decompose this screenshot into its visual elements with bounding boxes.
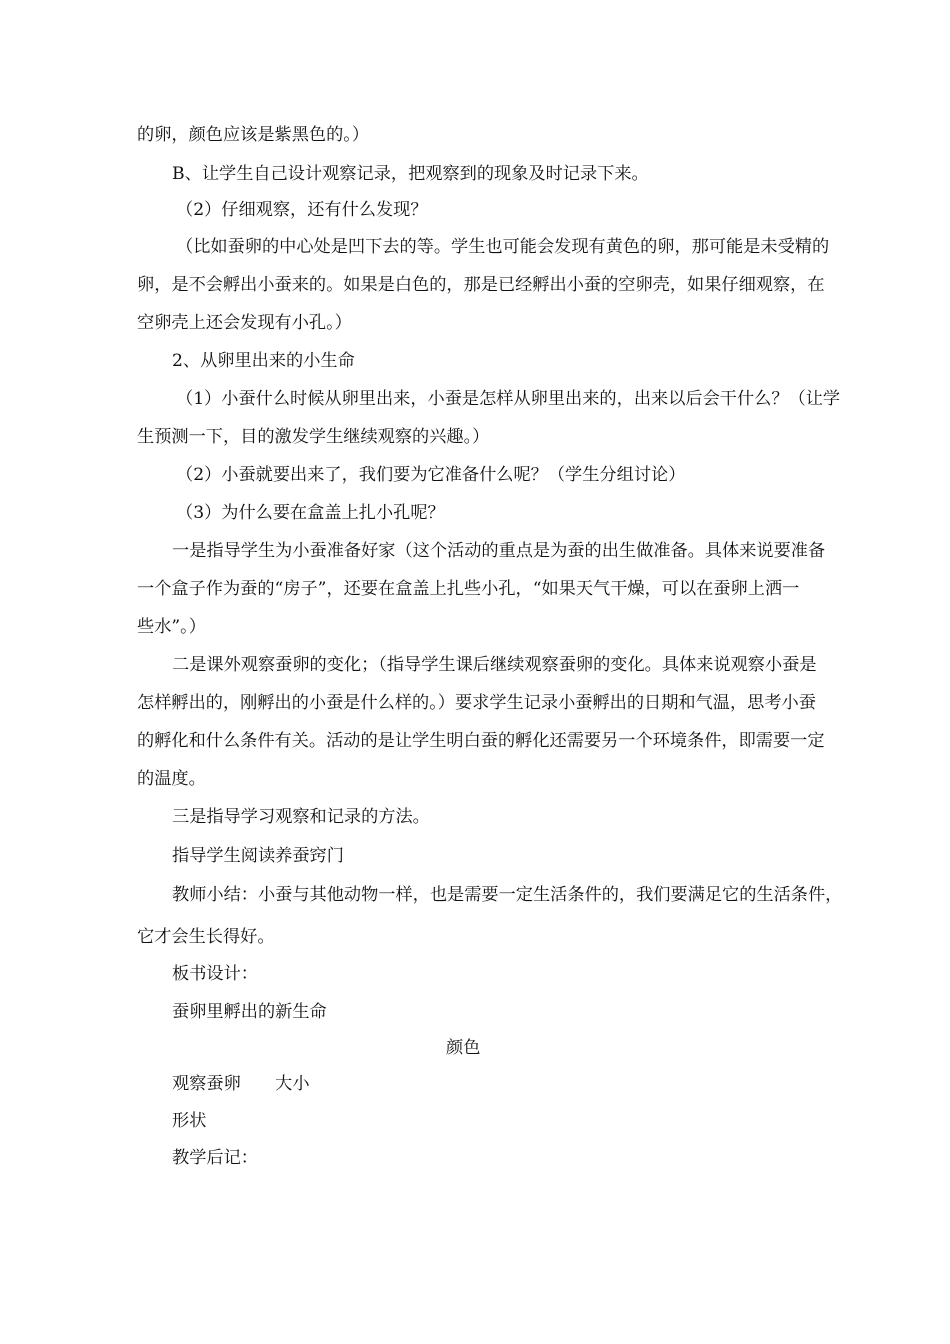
text-line: 的孵化和什么条件有关。活动的是让学生明白蚕的孵化还需要另一个环境条件，即需要一定	[137, 731, 825, 751]
text-line: B、让学生自己设计观察记录，把观察到的现象及时记录下来。	[172, 164, 649, 184]
board-item-shape: 形状	[172, 1111, 207, 1131]
board-design-label: 板书设计：	[172, 964, 258, 984]
text-line: 的卵，颜色应该是紫黑色的。）	[137, 125, 370, 145]
board-item-observe-size: 观察蚕卵 大小	[172, 1074, 310, 1094]
text-line: （2）仔细观察，还有什么发现？	[176, 200, 428, 220]
board-title: 蚕卵里孵出的新生命	[172, 1002, 327, 1022]
text-line: 二是课外观察蚕卵的变化；（指导学生课后继续观察蚕卵的变化。具体来说观察小蚕是	[172, 655, 817, 675]
text-line: 一个盒子作为蚕的“房子”，还要在盒盖上扎些小孔，“如果天气干燥，可以在蚕卵上洒一	[137, 579, 800, 599]
text-line: 些水”。）	[137, 617, 206, 637]
section-heading: 2、从卵里出来的小生命	[172, 351, 355, 371]
text-line: 生预测一下，目的激发学生继续观察的兴趣。）	[137, 427, 490, 447]
text-line: （比如蚕卵的中心处是凹下去的等。学生也可能会发现有黄色的卵，那可能是未受精的	[176, 237, 830, 257]
text-line: （2）小蚕就要出来了，我们要为它准备什么呢？（学生分组讨论）	[176, 465, 686, 485]
text-line: 的温度。	[137, 769, 206, 789]
text-line: 指导学生阅读养蚕窍门	[172, 846, 344, 866]
text-line: 它才会生长得好。	[137, 927, 275, 947]
board-item-color: 颜色	[446, 1038, 481, 1058]
text-line: 怎样孵出的，刚孵出的小蚕是什么样的。）要求学生记录小蚕孵出的日期和气温，思考小蚕	[137, 693, 816, 713]
text-line: （1）小蚕什么时候从卵里出来，小蚕是怎样从卵里出来的，出来以后会干什么？（让学	[176, 389, 841, 409]
text-line: 教师小结：小蚕与其他动物一样，也是需要一定生活条件的，我们要满足它的生活条件，	[172, 885, 843, 905]
teaching-notes-label: 教学后记：	[172, 1148, 258, 1168]
text-line: 卵，是不会孵出小蚕来的。如果是白色的，那是已经孵出小蚕的空卵壳，如果仔细观察，在	[137, 275, 825, 295]
text-line: 空卵壳上还会发现有小孔。）	[137, 313, 352, 333]
text-line: 三是指导学习观察和记录的方法。	[172, 807, 430, 827]
text-line: 一是指导学生为小蚕准备好家（这个活动的重点是为蚕的出生做准备。具体来说要准备	[172, 541, 826, 561]
text-line: （3）为什么要在盒盖上扎小孔呢？	[176, 503, 445, 523]
